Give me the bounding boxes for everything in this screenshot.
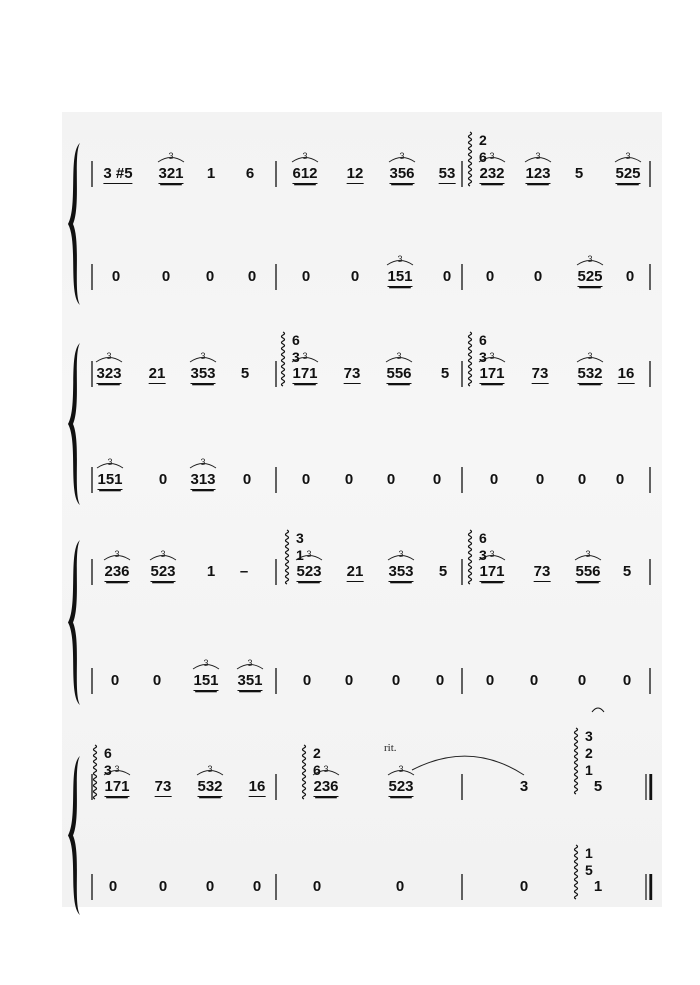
chord-tone: 6 — [313, 762, 321, 778]
upper-note: 1 — [206, 563, 216, 580]
chord-tone: 6 — [479, 149, 487, 165]
triplet-mark: 3 — [160, 549, 166, 559]
lower-note: 0 — [519, 878, 529, 895]
lower-note: 0 — [485, 268, 495, 285]
triplet-mark: 3 — [207, 764, 213, 774]
fermata-mark — [592, 708, 604, 712]
ritardando-mark: rit. — [384, 742, 397, 754]
upper-note: 523 — [388, 778, 414, 795]
upper-note: 5 — [593, 778, 603, 795]
lower-note: 0 — [247, 268, 257, 285]
lower-note: 151 — [193, 672, 219, 689]
lower-note: 0 — [386, 471, 396, 488]
arpeggio-mark — [94, 745, 97, 799]
upper-note: 171 — [292, 365, 318, 382]
lower-note: 0 — [110, 672, 120, 689]
arpeggio-mark — [469, 530, 472, 584]
lower-note: 525 — [577, 268, 603, 285]
upper-note: 612 — [292, 165, 318, 182]
lower-note: 151 — [387, 268, 413, 285]
chord-stack — [292, 332, 300, 366]
chord-tone: 6 — [292, 332, 300, 348]
upper-note: 3 #5 — [103, 165, 133, 182]
chord-tone: 6 — [104, 745, 112, 761]
chord-tone: 3 — [585, 728, 593, 744]
chord-tone: 1 — [296, 547, 304, 563]
tie-arc — [412, 756, 524, 775]
lower-note: 0 — [344, 672, 354, 689]
arpeggio-mark — [286, 530, 289, 584]
upper-note: 171 — [479, 365, 505, 382]
triplet-mark: 3 — [587, 254, 593, 264]
upper-note: 171 — [104, 778, 130, 795]
triplet-mark: 3 — [323, 764, 329, 774]
lower-note: 1 — [593, 878, 603, 895]
lower-note: 0 — [442, 268, 452, 285]
upper-note: 73 — [533, 563, 551, 580]
upper-note: 21 — [346, 563, 364, 580]
triplet-mark: 3 — [625, 151, 631, 161]
lower-note: 0 — [301, 268, 311, 285]
triplet-mark: 3 — [399, 151, 405, 161]
system-brace — [68, 756, 80, 915]
lower-note: 0 — [625, 268, 635, 285]
upper-note: 73 — [154, 778, 172, 795]
upper-note: 21 — [148, 365, 166, 382]
chord-tone: 6 — [479, 530, 487, 546]
triplet-mark: 3 — [200, 351, 206, 361]
upper-note: 171 — [479, 563, 505, 580]
upper-note: 525 — [615, 165, 641, 182]
upper-note: 321 — [158, 165, 184, 182]
system-brace — [68, 343, 80, 505]
chord-tone: 3 — [292, 349, 300, 365]
chord-tone: 3 — [296, 530, 304, 546]
lower-note: 0 — [432, 471, 442, 488]
lower-note: 0 — [242, 471, 252, 488]
chord-tone: 1 — [585, 762, 593, 778]
upper-note: 232 — [479, 165, 505, 182]
chord-tone: 2 — [585, 745, 593, 761]
lower-note: 0 — [615, 471, 625, 488]
lower-note: 0 — [108, 878, 118, 895]
triplet-mark: 3 — [200, 457, 206, 467]
lower-note: 0 — [529, 672, 539, 689]
triplet-mark: 3 — [306, 549, 312, 559]
lower-note: 0 — [301, 471, 311, 488]
chord-stack — [296, 530, 304, 564]
chord-tone: 5 — [585, 862, 593, 878]
triplet-mark: 3 — [587, 351, 593, 361]
upper-note: 123 — [525, 165, 551, 182]
chord-tone: 2 — [479, 132, 487, 148]
chord-stack — [585, 728, 593, 779]
lower-note: 0 — [577, 471, 587, 488]
lower-note: 0 — [252, 878, 262, 895]
triplet-mark: 3 — [114, 549, 120, 559]
chord-tone: 3 — [479, 547, 487, 563]
upper-note: 323 — [96, 365, 122, 382]
triplet-mark: 3 — [585, 549, 591, 559]
upper-note: 1 — [206, 165, 216, 182]
upper-note: 556 — [386, 365, 412, 382]
system-brace — [68, 143, 80, 305]
arpeggio-mark — [303, 745, 306, 799]
triplet-mark: 3 — [106, 351, 112, 361]
lower-note: 0 — [489, 471, 499, 488]
chord-tone: 3 — [104, 762, 112, 778]
lower-note: 0 — [111, 268, 121, 285]
arpeggio-mark — [469, 132, 472, 186]
triplet-mark: 3 — [302, 151, 308, 161]
chord-tone: 6 — [479, 332, 487, 348]
arpeggio-mark — [282, 332, 285, 386]
chord-stack — [479, 530, 487, 564]
arpeggio-mark — [469, 332, 472, 386]
upper-note: 6 — [245, 165, 255, 182]
upper-note: 523 — [296, 563, 322, 580]
upper-note: 353 — [190, 365, 216, 382]
chord-stack — [585, 845, 593, 879]
triplet-mark: 3 — [397, 254, 403, 264]
lower-note: 0 — [350, 268, 360, 285]
lower-note: 0 — [312, 878, 322, 895]
upper-note: 236 — [104, 563, 130, 580]
upper-note: 5 — [240, 365, 250, 382]
upper-note: 73 — [343, 365, 361, 382]
lower-note: 0 — [161, 268, 171, 285]
upper-note: 5 — [574, 165, 584, 182]
triplet-mark: 3 — [203, 658, 209, 668]
upper-note: 5 — [622, 563, 632, 580]
triplet-mark: 3 — [302, 351, 308, 361]
lower-note: 0 — [205, 268, 215, 285]
upper-note: 356 — [389, 165, 415, 182]
arpeggio-mark — [575, 845, 578, 899]
triplet-mark: 3 — [489, 549, 495, 559]
upper-note: 532 — [197, 778, 223, 795]
upper-note: 523 — [150, 563, 176, 580]
lower-note: 0 — [577, 672, 587, 689]
lower-note: 0 — [158, 471, 168, 488]
lower-note: 0 — [391, 672, 401, 689]
lower-note: 0 — [533, 268, 543, 285]
triplet-mark: 3 — [489, 351, 495, 361]
triplet-mark: 3 — [489, 151, 495, 161]
lower-note: 0 — [152, 672, 162, 689]
upper-note: 16 — [617, 365, 635, 382]
lower-note: 0 — [622, 672, 632, 689]
chord-tone: 1 — [585, 845, 593, 861]
upper-note: 5 — [438, 563, 448, 580]
upper-note: 73 — [531, 365, 549, 382]
triplet-mark: 3 — [247, 658, 253, 668]
triplet-mark: 3 — [396, 351, 402, 361]
lower-note: 0 — [302, 672, 312, 689]
lower-note: 0 — [435, 672, 445, 689]
chord-stack — [479, 132, 487, 166]
triplet-mark: 3 — [107, 457, 113, 467]
system-brace — [68, 540, 80, 705]
lower-note: 0 — [535, 471, 545, 488]
lower-note: 0 — [205, 878, 215, 895]
chord-tone: 2 — [313, 745, 321, 761]
upper-note: 236 — [313, 778, 339, 795]
lower-note: 151 — [97, 471, 123, 488]
triplet-mark: 3 — [535, 151, 541, 161]
upper-note: 53 — [438, 165, 456, 182]
upper-note: 3 — [519, 778, 529, 795]
upper-note: 353 — [388, 563, 414, 580]
arpeggio-mark — [575, 728, 578, 794]
lower-note: 0 — [158, 878, 168, 895]
chord-tone: 3 — [479, 349, 487, 365]
lower-note: 0 — [395, 878, 405, 895]
upper-note: 5 — [440, 365, 450, 382]
triplet-mark: 3 — [114, 764, 120, 774]
triplet-mark: 3 — [398, 549, 404, 559]
triplet-mark: 3 — [398, 764, 404, 774]
upper-note: 16 — [248, 778, 266, 795]
triplet-mark: 3 — [168, 151, 174, 161]
chord-stack — [104, 745, 112, 779]
upper-note: 532 — [577, 365, 603, 382]
upper-note: 556 — [575, 563, 601, 580]
upper-note: – — [239, 563, 249, 580]
lower-note: 0 — [485, 672, 495, 689]
lower-note: 313 — [190, 471, 216, 488]
lower-note: 0 — [344, 471, 354, 488]
chord-stack — [313, 745, 321, 779]
lower-note: 351 — [237, 672, 263, 689]
upper-note: 12 — [346, 165, 364, 182]
chord-stack — [479, 332, 487, 366]
